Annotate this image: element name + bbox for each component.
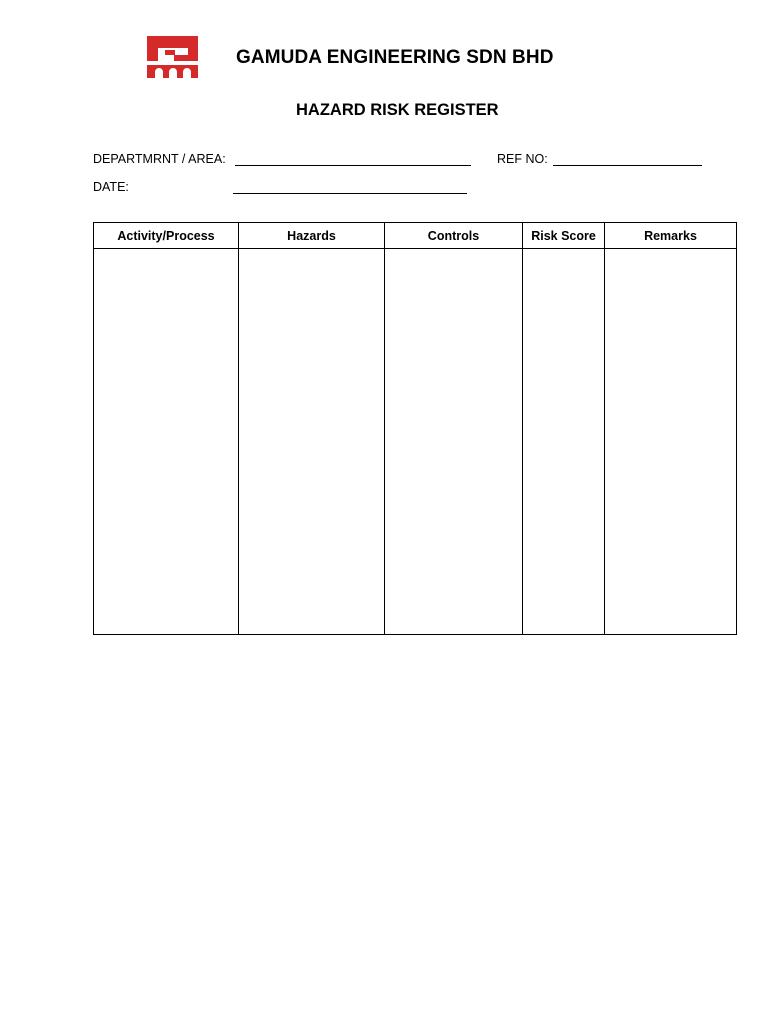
ref-label: REF NO: [497,152,548,166]
ref-field-label [497,152,548,166]
company-name: GAMUDA ENGINEERING SDN BHD [236,47,554,68]
cell-hazards[interactable] [239,249,385,635]
department-blank-line[interactable] [235,165,471,166]
cell-remarks[interactable] [605,249,737,635]
column-header-risk-score: Risk Score [523,223,605,249]
ref-blank-line[interactable] [553,165,702,166]
column-header-controls: Controls [385,223,523,249]
hazard-register-table [93,222,737,635]
date-field-label [93,180,129,194]
table-row [94,249,737,635]
department-label: DEPARTMRNT / AREA: [93,152,226,166]
column-header-activity: Activity/Process [94,223,239,249]
cell-controls[interactable] [385,249,523,635]
table-header-row [94,223,737,249]
date-label: DATE: [93,180,129,194]
cell-activity[interactable] [94,249,239,635]
gamuda-g-logo-icon [145,34,200,78]
date-blank-line[interactable] [233,193,467,194]
document-title: HAZARD RISK REGISTER [296,101,499,119]
department-field-label [93,152,226,166]
column-header-remarks: Remarks [605,223,737,249]
cell-risk-score[interactable] [523,249,605,635]
column-header-hazards: Hazards [239,223,385,249]
